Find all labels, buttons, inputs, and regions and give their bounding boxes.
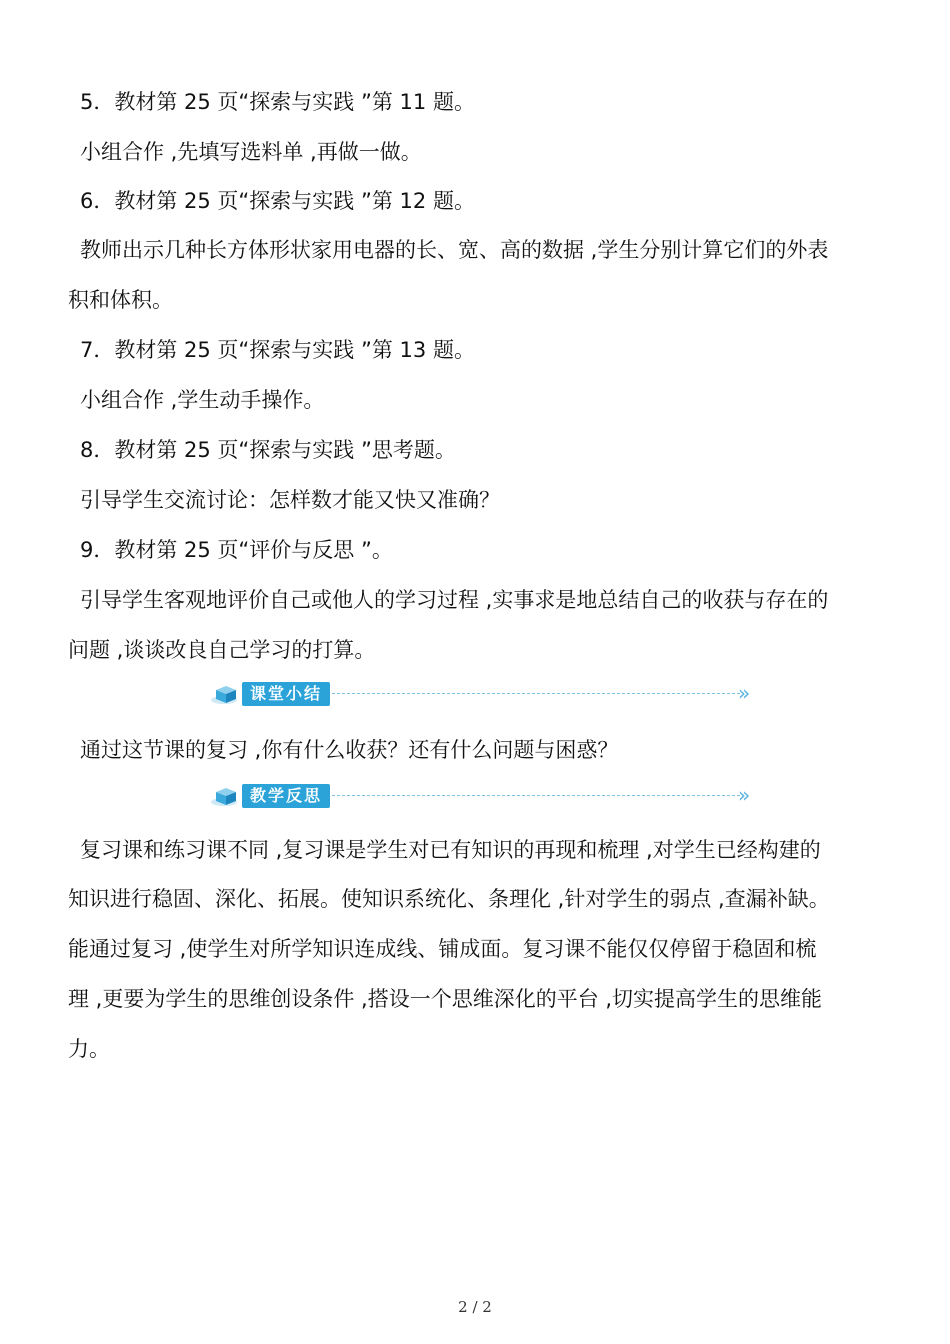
double-chevron-right-icon: »	[738, 783, 751, 807]
section-divider	[332, 693, 740, 694]
item-6-text-line-2: 积和体积。	[68, 288, 173, 312]
reflection-heading: 教学反思	[242, 784, 330, 808]
item-7-text: 小组合作 ,学生动手操作。	[80, 388, 325, 412]
reflection-text-line-1: 复习课和练习课不同 ,复习课是学生对已有知识的再现和梳理 ,对学生已经构建的	[80, 838, 821, 862]
book-cube-icon	[210, 784, 240, 808]
summary-section-header	[210, 680, 770, 710]
item-5-text: 小组合作 ,先填写选料单 ,再做一做。	[80, 140, 422, 164]
reflection-text-line-5: 力。	[68, 1037, 110, 1061]
item-5-title: 5．教材第 25 页“探索与实践 ”第 11 题。	[80, 90, 475, 114]
item-9-title: 9．教材第 25 页“评价与反思 ”。	[80, 538, 393, 562]
item-8-title: 8．教材第 25 页“探索与实践 ”思考题。	[80, 438, 456, 462]
reflection-text-line-2: 知识进行稳固、深化、拓展。使知识系统化、条理化 ,针对学生的弱点 ,查漏补缺。	[68, 887, 830, 911]
item-6-text-line-1: 教师出示几种长方体形状家用电器的长、宽、高的数据 ,学生分别计算它们的外表	[80, 238, 829, 262]
reflection-section-header	[210, 782, 770, 812]
item-9-text-line-1: 引导学生客观地评价自己或他人的学习过程 ,实事求是地总结自己的收获与存在的	[80, 588, 829, 612]
item-9-text-line-2: 问题 ,谈谈改良自己学习的打算。	[68, 638, 376, 662]
reflection-text-line-4: 理 ,更要为学生的思维创设条件 ,搭设一个思维深化的平台 ,切实提高学生的思维能	[68, 987, 823, 1011]
section-divider	[332, 795, 740, 796]
summary-heading: 课堂小结	[242, 682, 330, 706]
item-7-title: 7．教材第 25 页“探索与实践 ”第 13 题。	[80, 338, 475, 362]
book-cube-icon	[210, 682, 240, 706]
item-8-text: 引导学生交流讨论：怎样数才能又快又准确？	[80, 488, 500, 512]
double-chevron-right-icon: »	[738, 681, 751, 705]
reflection-text-line-3: 能通过复习 ,使学生对所学知识连成线、铺成面。复习课不能仅仅停留于稳固和梳	[68, 937, 817, 961]
page-number: 2 / 2	[458, 1298, 492, 1316]
item-6-title: 6．教材第 25 页“探索与实践 ”第 12 题。	[80, 189, 475, 213]
summary-text: 通过这节课的复习 ,你有什么收获？还有什么问题与困惑？	[80, 738, 619, 762]
